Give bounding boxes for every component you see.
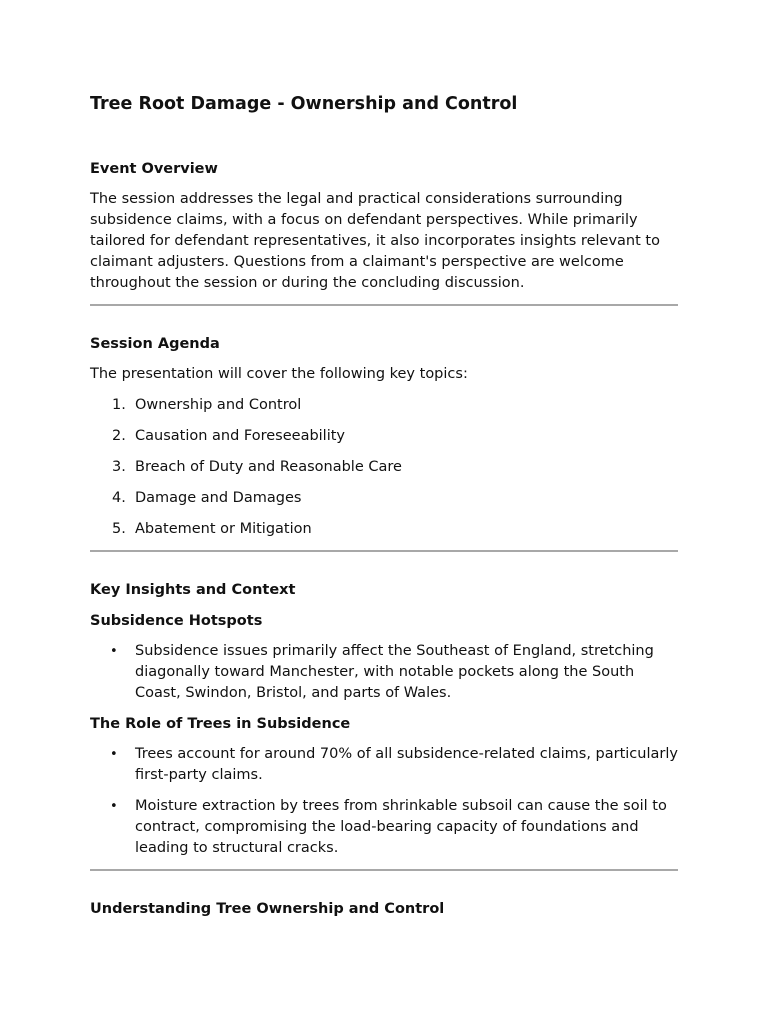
list-item-text: Moisture extraction by trees from shrinkable subsoil can cause the soil to contract, compromising the load-bearing capacity of foundations and leading to structural cracks.	[135, 798, 667, 856]
bullet-icon: •	[110, 747, 118, 762]
event-overview-heading: Event Overview	[90, 161, 218, 177]
ownership-section	[90, 899, 678, 920]
agenda-item	[90, 457, 678, 478]
agenda-item-text: Ownership and Control	[135, 397, 302, 413]
section-divider	[90, 869, 678, 871]
section-divider	[90, 304, 678, 306]
session-agenda-section	[90, 334, 678, 540]
agenda-item-number: 1.	[112, 397, 126, 413]
list-item	[90, 744, 678, 786]
document-title: Tree Root Damage - Ownership and Control	[90, 94, 518, 114]
agenda-item	[90, 488, 678, 509]
event-overview-text: The session addresses the legal and practical considerations surrounding subsidence claims, with a focus on defendant perspectives. While primarily tailored for defendant representatives, it also incorporates insights relevant to claimant adjusters. Questions from a claimant's perspective are welcome throughout the session or during the concluding discussion.	[90, 191, 660, 291]
trees-list	[90, 744, 678, 859]
hotspots-list	[90, 641, 678, 704]
bullet-icon: •	[110, 799, 118, 814]
agenda-item-number: 2.	[112, 428, 126, 444]
agenda-item-text: Breach of Duty and Reasonable Care	[135, 459, 402, 475]
agenda-item	[90, 519, 678, 540]
bullet-icon: •	[110, 644, 118, 659]
agenda-item	[90, 426, 678, 447]
agenda-item-number: 3.	[112, 459, 126, 475]
agenda-item-text: Damage and Damages	[135, 490, 302, 506]
ownership-heading: Understanding Tree Ownership and Control	[90, 901, 445, 917]
agenda-item	[90, 395, 678, 416]
session-agenda-intro: The presentation will cover the following key topics:	[90, 366, 468, 382]
list-item	[90, 641, 678, 704]
key-insights-section	[90, 580, 678, 859]
agenda-item-text: Causation and Foreseeability	[135, 428, 346, 444]
event-overview-section	[90, 159, 678, 294]
list-item-text: Trees account for around 70% of all subsidence-related claims, particularly first-party claims.	[135, 746, 678, 783]
subsidence-hotspots-heading: Subsidence Hotspots	[90, 613, 263, 629]
section-divider	[90, 550, 678, 552]
key-insights-heading: Key Insights and Context	[90, 582, 296, 598]
agenda-item-number: 4.	[112, 490, 126, 506]
list-item	[90, 796, 678, 859]
session-agenda-heading: Session Agenda	[90, 336, 220, 352]
agenda-list	[90, 395, 678, 540]
agenda-item-number: 5.	[112, 521, 126, 537]
agenda-item-text: Abatement or Mitigation	[135, 521, 312, 537]
list-item-text: Subsidence issues primarily affect the Southeast of England, stretching diagonally toward Manchester, with notable pockets along the South Coast, Swindon, Bristol, and parts of Wales.	[135, 643, 654, 701]
role-of-trees-heading: The Role of Trees in Subsidence	[90, 716, 351, 732]
